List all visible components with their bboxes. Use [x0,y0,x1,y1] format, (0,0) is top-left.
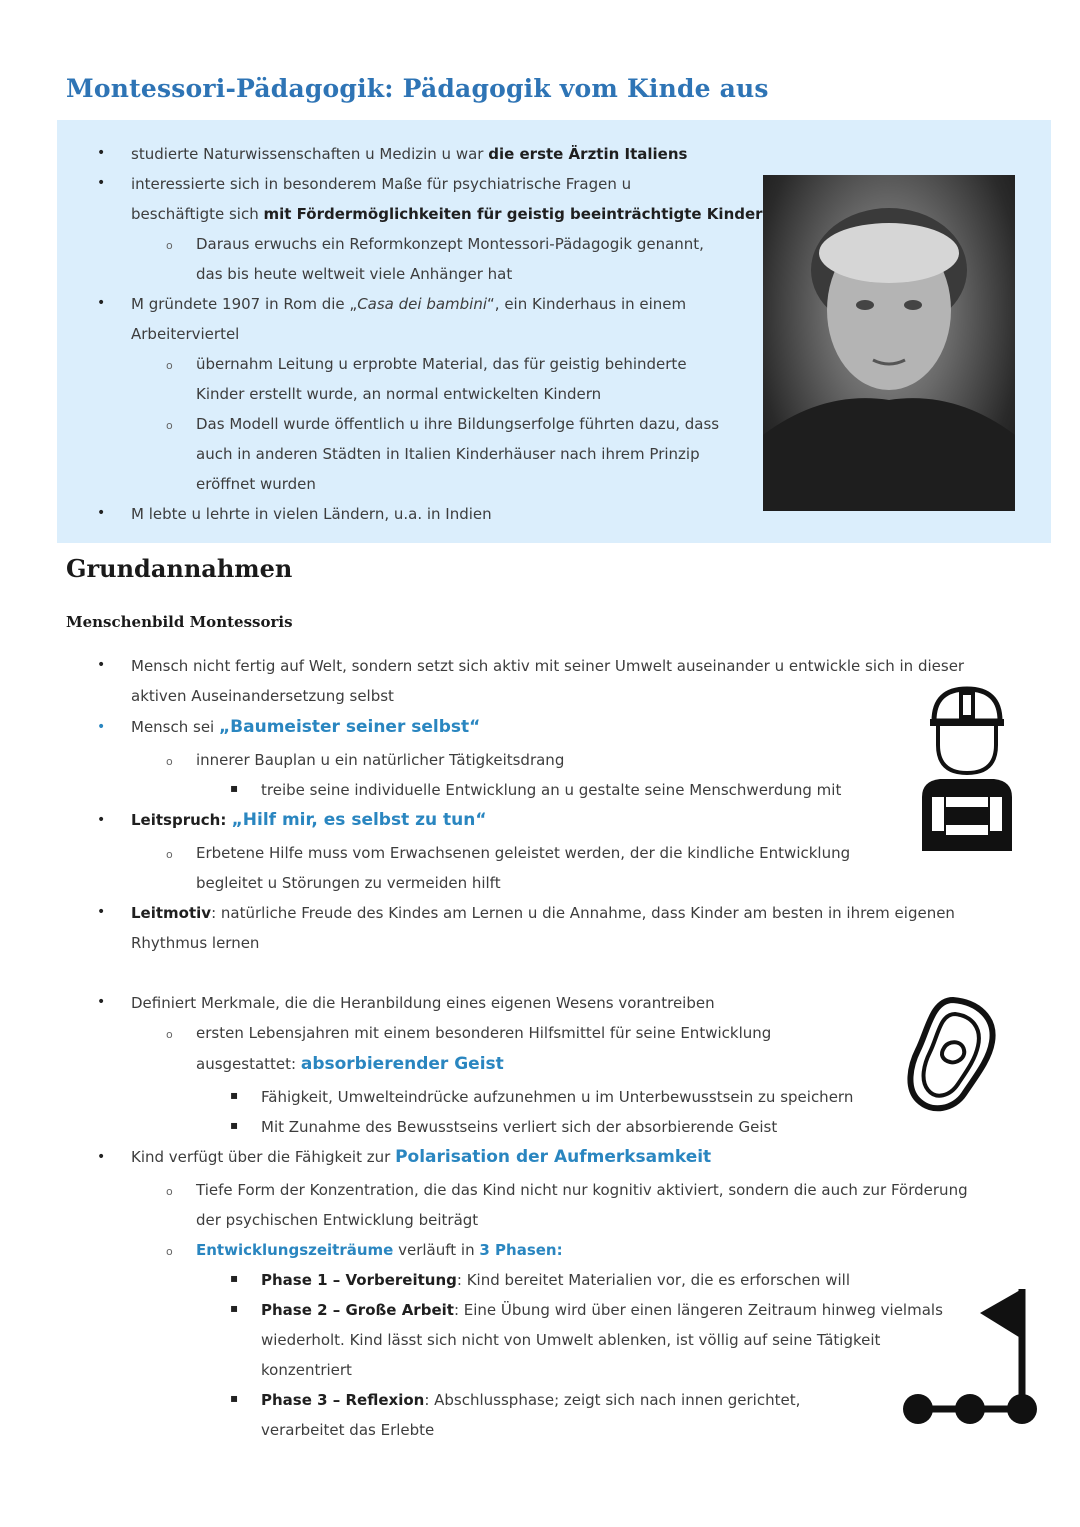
sub-sub-bullet [230,1087,238,1103]
sub-sub-bullet [230,1300,238,1316]
body-line: der psychischen Entwicklung beiträgt [196,1211,479,1229]
body-line: verarbeitet das Erlebte [261,1421,435,1439]
body-line: innerer Bauplan u ein natürlicher Tätigkeitsdrang [196,751,565,769]
body-line: Phase 3 – Reflexion: Abschlussphase; zeigt sich nach innen gerichtet, [261,1391,801,1409]
bio-line: M gründete 1907 in Rom die „Casa dei bambini“, ein Kinderhaus in einem [131,295,687,313]
body-line: ausgestattet: absorbierender Geist [196,1054,504,1074]
body-line: Mensch nicht fertig auf Welt, sondern setzt sich aktiv mit seiner Umwelt auseinander u entwickle sich in dieser [131,657,965,675]
body-line: Mit Zunahme des Bewusstseins verliert sich der absorbierende Geist [261,1118,778,1136]
bullet [97,994,105,1010]
bio-line: eröffnet wurden [196,475,316,493]
body-line: Entwicklungszeiträume verläuft in 3 Phasen: [196,1241,563,1259]
sub-bullet [166,417,173,433]
bullet [97,719,105,735]
bio-line: Arbeiterviertel [131,325,240,343]
sub-bullet [166,846,173,862]
bio-line: M lebte u lehrte in vielen Ländern, u.a. in Indien [131,505,492,523]
body-line: Definiert Merkmale, die die Heranbildung eines eigenen Wesens vorantreiben [131,994,715,1012]
body-line: Tiefe Form der Konzentration, die das Kind nicht nur kognitiv aktiviert, sondern die auch zur Förderung [196,1181,968,1199]
sub-bullet [166,753,173,769]
body-line: Kind verfügt über die Fähigkeit zur Polarisation der Aufmerksamkeit [131,1147,712,1167]
body-line: Fähigkeit, Umwelteindrücke aufzunehmen u im Unterbewusstsein zu speichern [261,1088,854,1106]
page-title: Montessori-Pädagogik: Pädagogik vom Kinde aus [66,74,769,103]
body-line: ersten Lebensjahren mit einem besonderen Hilfsmittel für seine Entwicklung [196,1024,772,1042]
sub-sub-bullet [230,1117,238,1133]
body-line: Rhythmus lernen [131,934,260,952]
body-line: Erbetene Hilfe muss vom Erwachsenen geleistet werden, der die kindliche Entwicklung [196,844,851,862]
bio-line: interessierte sich in besonderem Maße für psychiatrische Fragen u [131,175,632,193]
bullet [97,812,105,828]
bio-line: beschäftigte sich mit Fördermöglichkeiten für geistig beeinträchtigte Kinder [131,205,763,223]
bullet [97,175,105,191]
bullet [97,904,105,920]
section-heading: Grundannahmen [66,554,293,583]
body-line: wiederholt. Kind lässt sich nicht von Umwelt ablenken, ist völlig auf seine Tätigkeit [261,1331,881,1349]
body-line: Phase 2 – Große Arbeit: Eine Übung wird über einen längeren Zeitraum hinweg vielmals [261,1301,943,1319]
body-line: begleitet u Störungen zu vermeiden hilft [196,874,501,892]
bullet [97,657,105,673]
bullet [97,295,105,311]
body-line: treibe seine individuelle Entwicklung an u gestalte seine Menschwerdung mit [261,781,842,799]
construction-worker-icon [918,685,1016,853]
body-line: Leitspruch: „Hilf mir, es selbst zu tun“ [131,810,487,830]
subsection-heading: Menschenbild Montessoris [66,613,293,631]
bio-line: Kinder erstellt wurde, an normal entwickelten Kindern [196,385,602,403]
bullet [97,145,105,161]
sub-bullet [166,1243,173,1259]
sub-bullet [166,237,173,253]
sponge-icon [906,996,1000,1116]
bullet [97,1149,105,1165]
bio-line: Daraus erwuchs ein Reformkonzept Montessori-Pädagogik genannt, [196,235,704,253]
bio-line: studierte Naturwissenschaften u Medizin u war die erste Ärztin Italiens [131,145,688,163]
bio-line: übernahm Leitung u erprobte Material, das für geistig behinderte [196,355,687,373]
goal-flag-path-icon [900,1287,1070,1429]
bio-line: Das Modell wurde öffentlich u ihre Bildungserfolge führten dazu, dass [196,415,720,433]
bio-line: auch in anderen Städten in Italien Kinderhäuser nach ihrem Prinzip [196,445,700,463]
sub-bullet [166,357,173,373]
sub-sub-bullet [230,1270,238,1286]
sub-sub-bullet [230,780,238,796]
sub-sub-bullet [230,1390,238,1406]
sub-bullet [166,1026,173,1042]
bullet [97,505,105,521]
body-line: Leitmotiv: natürliche Freude des Kindes am Lernen u die Annahme, dass Kinder am besten in ihrem eigenen [131,904,955,922]
portrait-photo [763,175,1015,511]
sub-bullet [166,1183,173,1199]
body-line: aktiven Auseinandersetzung selbst [131,687,394,705]
body-line: konzentriert [261,1361,352,1379]
body-line: Phase 1 – Vorbereitung: Kind bereitet Materialien vor, die es erforschen will [261,1271,850,1289]
bio-line: das bis heute weltweit viele Anhänger hat [196,265,513,283]
body-line: Mensch sei „Baumeister seiner selbst“ [131,717,481,737]
